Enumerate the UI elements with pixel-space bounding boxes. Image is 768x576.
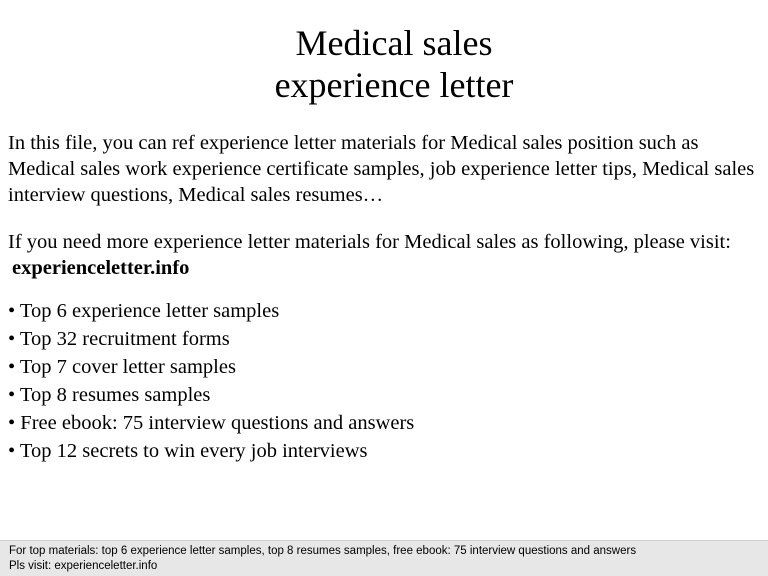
footer-line-1: For top materials: top 6 experience letter samples, top 8 resumes samples, free ebook: 75 interview questions and answers — [9, 545, 637, 557]
website-link[interactable]: experienceletter.info — [12, 257, 190, 279]
footer-bar — [0, 540, 768, 576]
list-item: • Free ebook: 75 interview questions and answers — [8, 412, 415, 434]
footer-line-2: Pls visit: experienceletter.info — [9, 560, 158, 572]
list-item: • Top 6 experience letter samples — [8, 300, 280, 322]
title-line-1: Medical sales — [295, 23, 493, 63]
more-materials-paragraph — [8, 229, 764, 281]
title-line-2: experience letter — [274, 65, 514, 105]
list-item: • Top 8 resumes samples — [8, 384, 211, 406]
list-item: • Top 7 cover letter samples — [8, 356, 236, 378]
list-item: • Top 12 secrets to win every job interviews — [8, 440, 368, 462]
more-materials-text: If you need more experience letter materials for Medical sales as following, please visit: — [8, 231, 731, 253]
page-title — [0, 22, 768, 106]
materials-list — [8, 297, 414, 465]
intro-paragraph: In this file, you can ref experience letter materials for Medical sales position such as Medical sales work experience certificate samples, job experience letter tips, Medical sales interview questions, Medical sales resumes… — [8, 132, 755, 206]
list-item: • Top 32 recruitment forms — [8, 328, 230, 350]
